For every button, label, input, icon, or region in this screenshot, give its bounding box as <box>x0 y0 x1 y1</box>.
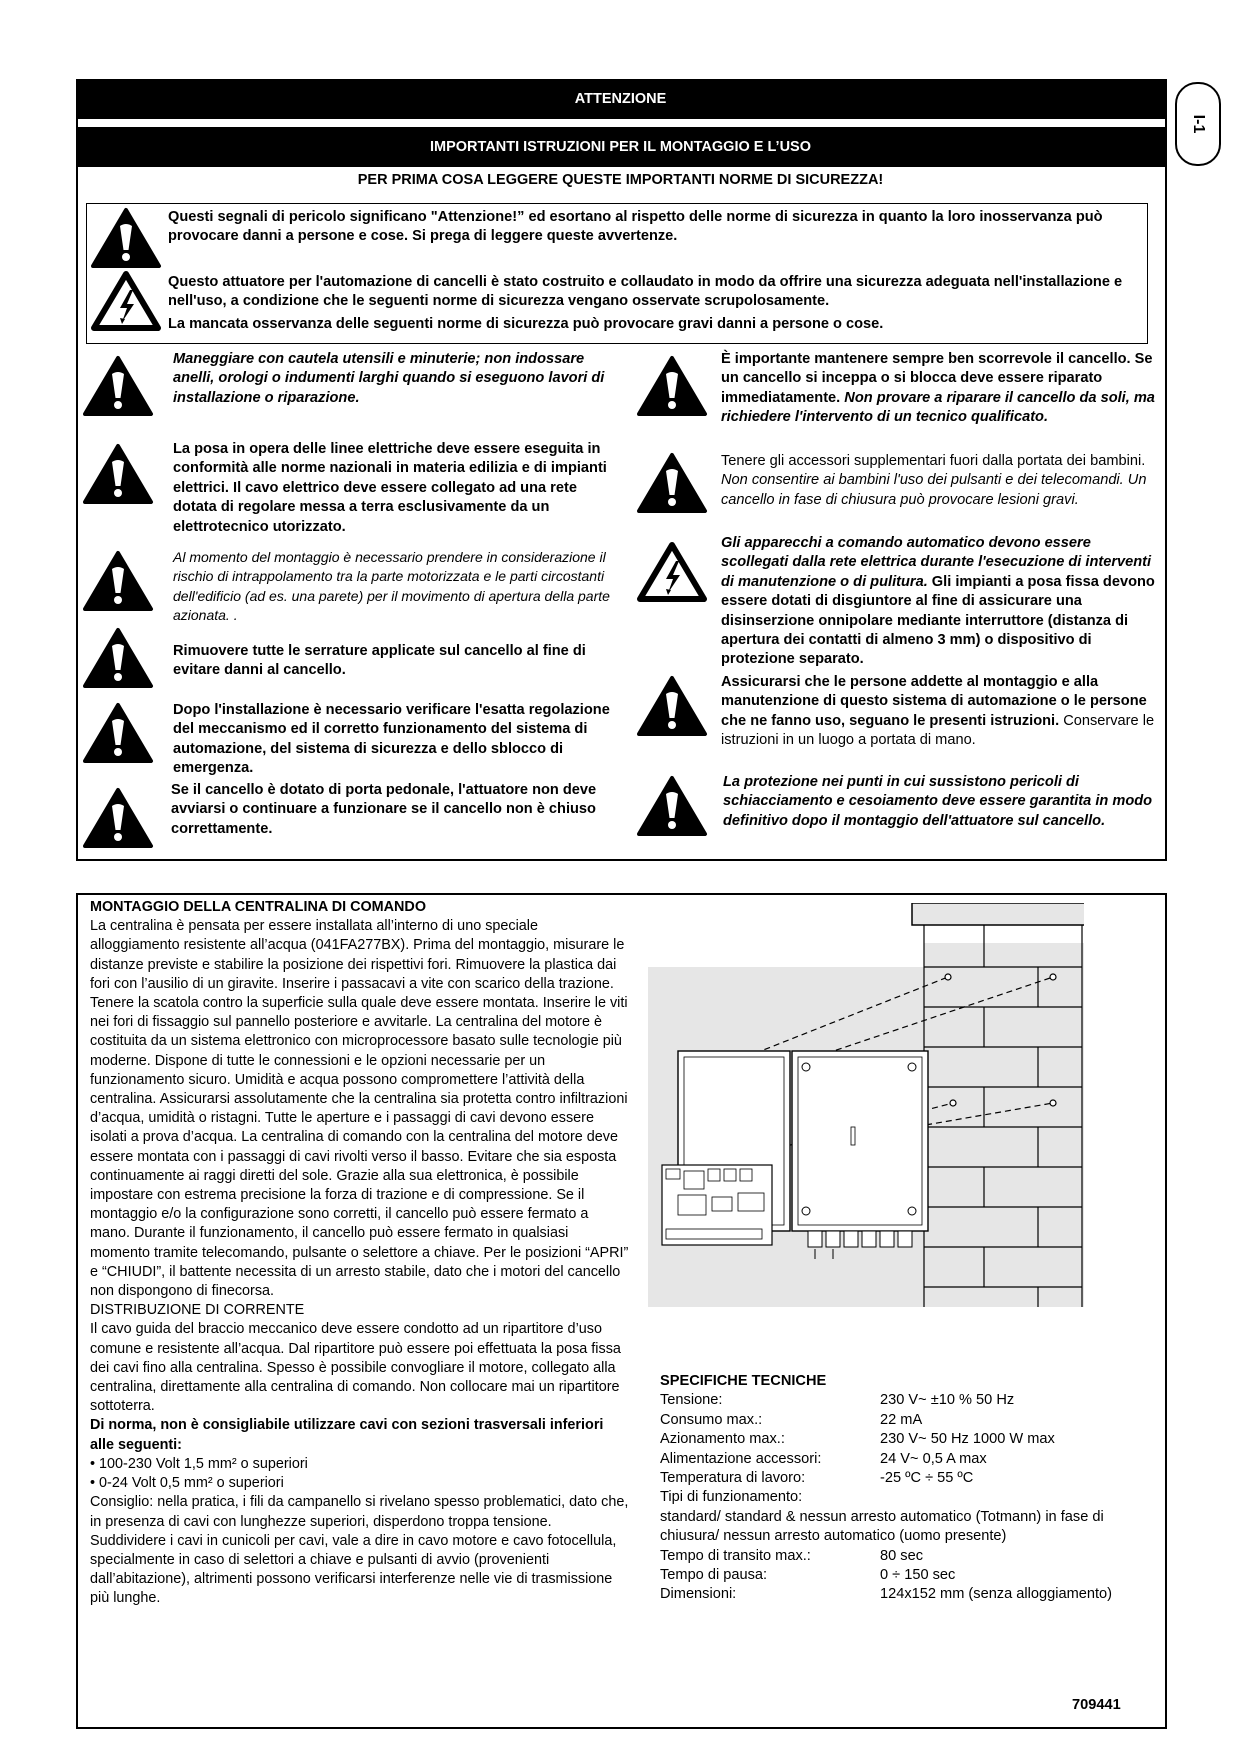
instructions-header: IMPORTANTI ISTRUZIONI PER IL MONTAGGIO E L’USO <box>76 127 1165 167</box>
mounting-paragraph-4: Consiglio: nella pratica, i fili da campanello si rivelano spesso problematici, dato che, in presenza di cavi con lunghezze superiori, disperdono troppa tensione. Suddividere i cavi in cunicoli per cavi, vale a dire in cavo motore e cavo fotocellula, specialmente in caso di selettori a chiave e pulsanti di avvio (provenienti dall’abitazione), altrimenti possono verificarsi interferenze nelle vie di trasmissione più lunghe. <box>90 1494 629 1607</box>
electric-shock-icon <box>636 541 708 603</box>
intro-paragraph-3: La mancata osservanza delle seguenti norme di sicurezza può provocare gravi danni a persone o cose. <box>168 316 884 332</box>
spec-mode-value: standard/ standard & nessun arresto automatico (Totmann) in fase di chiusura/ nessun arresto automatico (uomo presente) <box>660 1508 1104 1545</box>
cable-item-2: • 0-24 Volt 0,5 mm² o superiori <box>90 1475 284 1492</box>
spec-row: Tempo di pausa: 0 ÷ 150 sec <box>660 1567 956 1584</box>
right-warning-4: Assicurarsi che le persone addette al montaggio e alla manutenzione di questo sistema di automazione o le persone che ne fanno uso, seguano le presenti istruzioni. Conservare le istruzioni in un luogo a portata di mano. <box>721 674 1155 749</box>
right-warning-2: Tenere gli accessori supplementari fuori dalla portata dei bambini. Non consentire ai bambini l'uso dei pulsanti e dei telecomandi. Un cancello in fase di chiusura può provocare lesioni gravi. <box>721 453 1147 508</box>
control-unit-mounting-diagram <box>648 903 1084 1311</box>
warning-icon <box>636 775 708 837</box>
spec-row: Tensione: 230 V~ ±10 % 50 Hz <box>660 1392 1015 1409</box>
specs-title: SPECIFICHE TECNICHE <box>660 1373 827 1389</box>
left-warning-2: La posa in opera delle linee elettriche deve essere eseguita in conformità alle norme nazionali in materia edilizia e di impianti elettrici. Il cavo elettrico deve essere collegato ad una rete dotata di regolare messa a terra esclusivamente da un elettrotecnico utorizzato. <box>173 441 607 535</box>
spec-row: Azionamento max.: 230 V~ 50 Hz 1000 W max <box>660 1431 1055 1448</box>
warning-icon <box>82 627 154 689</box>
warning-icon <box>636 675 708 737</box>
mounting-paragraph-1: La centralina è pensata per essere installata all’interno di uno speciale alloggiamento resistente all’acqua (041FA277BX). Prima del montaggio, misurare le distanze previste e stabilire la posizione dei rispettivi fori. Rimuovere la plastica dai fori con l’ausilio di un giravite. Inserire i passacavi a vite con scarico della trazione. Tenere la scatola contro la superficie sulla quale deve essere montata. Inserire le viti nei fori di fissaggio sul pannello posteriore e avvitarle. La centralina del motore è costituita da un sistema elettronico con microprocessore basato sulle tecnologie più moderne. Dispone di tutte le connessioni e le opzioni necessarie per un funzionamento sicuro. Umidità e acqua possono compromettere l’attività della centralina. Assicurarsi assolutamente che la centralina sia protetta contro infiltrazioni d’acqua, umidità o ristagni. Tutte le aperture e i passaggi di cavi devono essere isolati a prova d’acqua. La centralina di comando con la centralina del motore deve essere montata con i passaggi di cavi rivolti verso il basso. Evitare che sia esposta continuamente ai raggi diretti del sole. Grazie alla sua elettronica, è possibile impostare con estrema precisione la forza di trazione e di compressione. Se il montaggio e/o la configurazione sono corretti, il cancello può essere fermato a mano. Durante il funzionamento, il cancello può essere fermato in qualsiasi momento tramite telecomando, pulsante o selettore a chiave. Per le posizioni “APRI” e “CHIUDI”, il battente necessita di un arresto stabile, dato che i motori del cancello non dispongono di finecorsa. <box>90 918 629 1300</box>
mounting-paragraph-2: Il cavo guida del braccio meccanico deve essere condotto ad un ripartitore d’uso comune e resistente all’acqua. Dal ripartitore può essere poi effettuata la posa fissa dei cavi fino alla centralina. Spesso è possibile convogliare il motore, collegato alla centralina, direttamente alla centralina di comando. Non collocare mai un ripartitore sottoterra. <box>90 1321 621 1415</box>
read-first-heading: PER PRIMA COSA LEGGERE QUESTE IMPORTANTI NORME DI SICUREZZA! <box>357 172 884 188</box>
warning-icon <box>90 207 162 269</box>
spec-row: Consumo max.: 22 mA <box>660 1411 923 1428</box>
intro-paragraph-2: Questo attuatore per l'automazione di cancelli è stato costruito e collaudato in modo da offrire una sicurezza adeguata nell'installazione e nell'uso, a condizione che le seguenti norme di sicurezza vengano osservate scrupolosamente. <box>168 274 1123 310</box>
spec-row: Tempo di transito max.: 80 sec <box>660 1547 923 1564</box>
left-warning-3: Al momento del montaggio è necessario prendere in considerazione il rischio di intrappolamento tra la parte motorizzata e le parti circostanti dell'edificio (ad es. una parete) per il movimento di apertura della parte azionata. . <box>173 549 610 624</box>
document-number: 709441 <box>1072 1697 1121 1713</box>
warning-icon <box>636 355 708 417</box>
left-warning-6: Se il cancello è dotato di porta pedonale, l'attuatore non deve avviarsi o continuare a funzionare se il cancello non è chiuso correttamente. <box>171 782 597 837</box>
warning-icon <box>82 443 154 505</box>
right-warning-3: Gli apparecchi a comando automatico devono essere scollegati dalla rete elettrica durante l'esecuzione di interventi di manutenzione o di pulitura. Gli impianti a posa fissa devono essere dotati di disgiuntore al fine di assicurare una disinserzione onnipolare mediante interruttore (distanza di apertura dei contatti di almeno 3 mm) o dispositivo di protezione separato. <box>721 535 1155 668</box>
warning-icon <box>82 787 154 849</box>
left-warning-5: Dopo l'installazione è necessario verificare l'esatta regolazione del meccanismo ed il corretto funzionamento del sistema di automazione, del sistema di sicurezza e dello sblocco di emergenza. <box>173 702 610 777</box>
spec-mode-label: Tipi di funzionamento: <box>660 1489 803 1506</box>
mounting-paragraph-3: Di norma, non è consigliabile utilizzare cavi con sezioni trasversali inferiori alle seguenti: <box>90 1417 604 1453</box>
page-tab: I-1 <box>1175 82 1221 166</box>
left-warning-1: Maneggiare con cautela utensili e minuterie; non indossare anelli, orologi o indumenti larghi quando si eseguono lavori di installazione o riparazione. <box>173 351 605 406</box>
right-warning-1: È importante mantenere sempre ben scorrevole il cancello. Se un cancello si inceppa o si blocca deve essere riparato immediatamente. Non provare a riparare il cancello da soli, ma richiedere l'intervento di un tecnico qualificato. <box>721 351 1155 426</box>
warning-icon <box>636 452 708 514</box>
mounting-title: MONTAGGIO DELLA CENTRALINA DI COMANDO <box>90 899 427 915</box>
warning-icon <box>82 702 154 764</box>
attention-header: ATTENZIONE <box>76 79 1165 119</box>
power-distribution-title: DISTRIBUZIONE DI CORRENTE <box>90 1302 305 1319</box>
left-warning-4: Rimuovere tutte le serrature applicate sul cancello al fine di evitare danni al cancello. <box>173 643 586 679</box>
electric-shock-icon <box>90 270 162 332</box>
spec-row: Alimentazione accessori: 24 V~ 0,5 A max <box>660 1450 987 1467</box>
warning-icon <box>82 550 154 612</box>
spec-row: Dimensioni: 124x152 mm (senza alloggiamento) <box>660 1586 1113 1603</box>
cable-item-1: • 100-230 Volt 1,5 mm² o superiori <box>90 1455 308 1472</box>
right-warning-5: La protezione nei punti in cui sussistono pericoli di schiacciamento e cesoiamento deve essere garantita in modo definitivo dopo il montaggio dell'attuatore sul cancello. <box>723 774 1153 829</box>
intro-paragraph-1: Questi segnali di pericolo significano "Attenzione!” ed esortano al rispetto delle norme di sicurezza in quanto la loro inosservanza può provocare danni a persone e cose. Si prega di leggere queste avvertenze. <box>168 209 1103 245</box>
spec-row: Temperatura di lavoro: -25 ºC ÷ 55 ºC <box>660 1470 974 1487</box>
mounting-text <box>90 898 630 1609</box>
technical-specs <box>660 1372 1160 1605</box>
warning-icon <box>82 355 154 417</box>
